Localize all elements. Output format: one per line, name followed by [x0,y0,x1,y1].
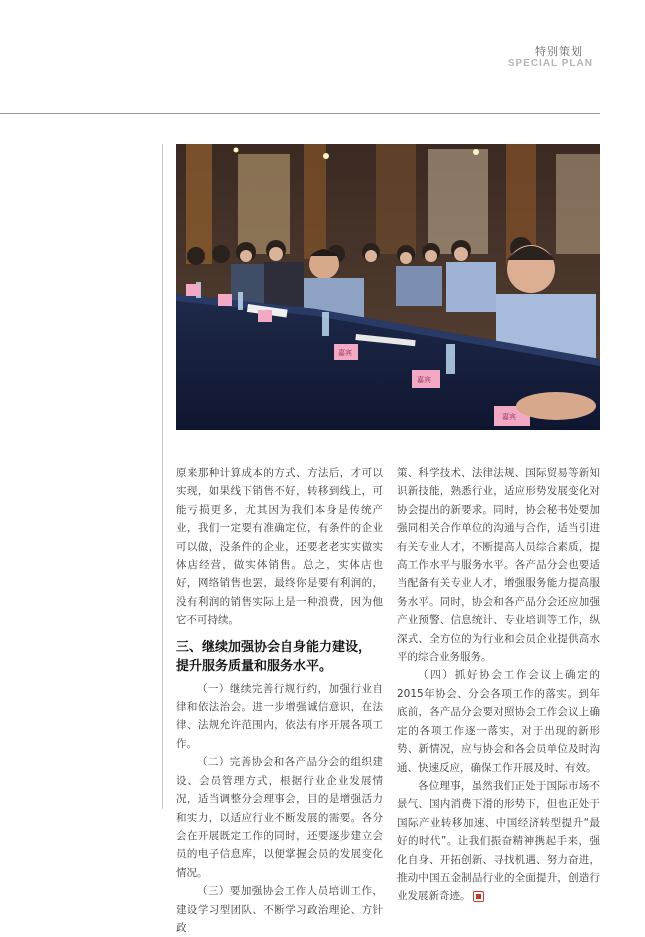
paragraph [397,777,600,906]
paragraph-text: 各位理事，虽然我们正处于国际市场不景气、国内消费下滑的形势下，但也正处于国际产业转移加速、中国经济转型提升“最好的时代”。让我们振奋精神携起手来，强化自身、开拓创新、寻找机遇、努力奋进，推动中国五金制品行业的全面提升，创造行业发展新奇迹。 [397,779,600,903]
paragraph: 策、科学技术、法律法规、国际贸易等新知识新技能，熟悉行业，适应形势发展变化对协会提出的新要求。同时，协会秘书处要加强同相关合作单位的沟通与合作，适当引进有关专业人才，不断提高人员综合素质，提高工作水平与服务水平。各产品分会也要适当配备有关专业人才，增强服务能力提高服务水平。同时，协会和各产品分会还应加强产业预警、信息统计、专业培训等工作，纵深式、全方位的为行业和会员企业提供高水平的综合业务服务。 [397,467,600,664]
margin-rule [162,144,163,809]
paragraph: （四）抓好协会工作会议上确定的2015年协会、分会各项工作的落实。到年底前，各产品分会要对照协会工作会议上确定的各项工作逐一落实，对于出现的新形势、新情况，应与协会和各会员单位及时沟通、快速反应，确保工作开展及时、有效。 [397,669,600,774]
conference-photo [176,144,600,430]
paragraph: 原来那种计算成本的方式、方法后，才可以实现，如果线下销售不好，转移到线上，可能亏损更多，尤其因为我们本身是传统产业，我们一定要有准确定位，有条件的企业可以做，没条件的企业，还要老老实实做实体店经营，做实体销售。总之，实体店也好，网络销售也罢，最终你是要有利润的，没有利润的销售实际上是一种浪费，因为他它不可持续。 [176,467,383,627]
article-end-icon [473,891,484,902]
name-sign-label: 嘉宾 [502,413,516,421]
section-title-cn: 特别策划 [535,45,583,58]
paragraph: （一）继续完善行规行约，加强行业自律和依法治会。进一步增强诚信意识，在法律、法规允许范围内，依法有序开展各项工作。 [176,682,383,750]
name-sign-label: 嘉宾 [417,376,431,384]
section-heading: 三、继续加强协会自身能力建设，提升服务质量和服务水平。 [176,639,372,674]
header-divider [0,113,600,114]
paragraph: （三）要加强协会工作人员培训工作，建设学习型团队、不断学习政治理论、方针政 [176,885,383,934]
section-title-en: SPECIAL PLAN [507,58,593,69]
name-sign-label: 嘉宾 [338,349,352,357]
left-text-column [176,464,383,937]
right-text-column [397,464,600,906]
paragraph: （二）完善协会和各产品分会的组织建设、会员管理方式，根据行业企业发展情况，适当调整分会理事会，目的是增强活力和实力，以适应行业不断发展的需要。各分会在开展既定工作的同时，还要逐步建立会员的电子信息库，以便掌握会员的发展变化情况。 [176,756,383,879]
